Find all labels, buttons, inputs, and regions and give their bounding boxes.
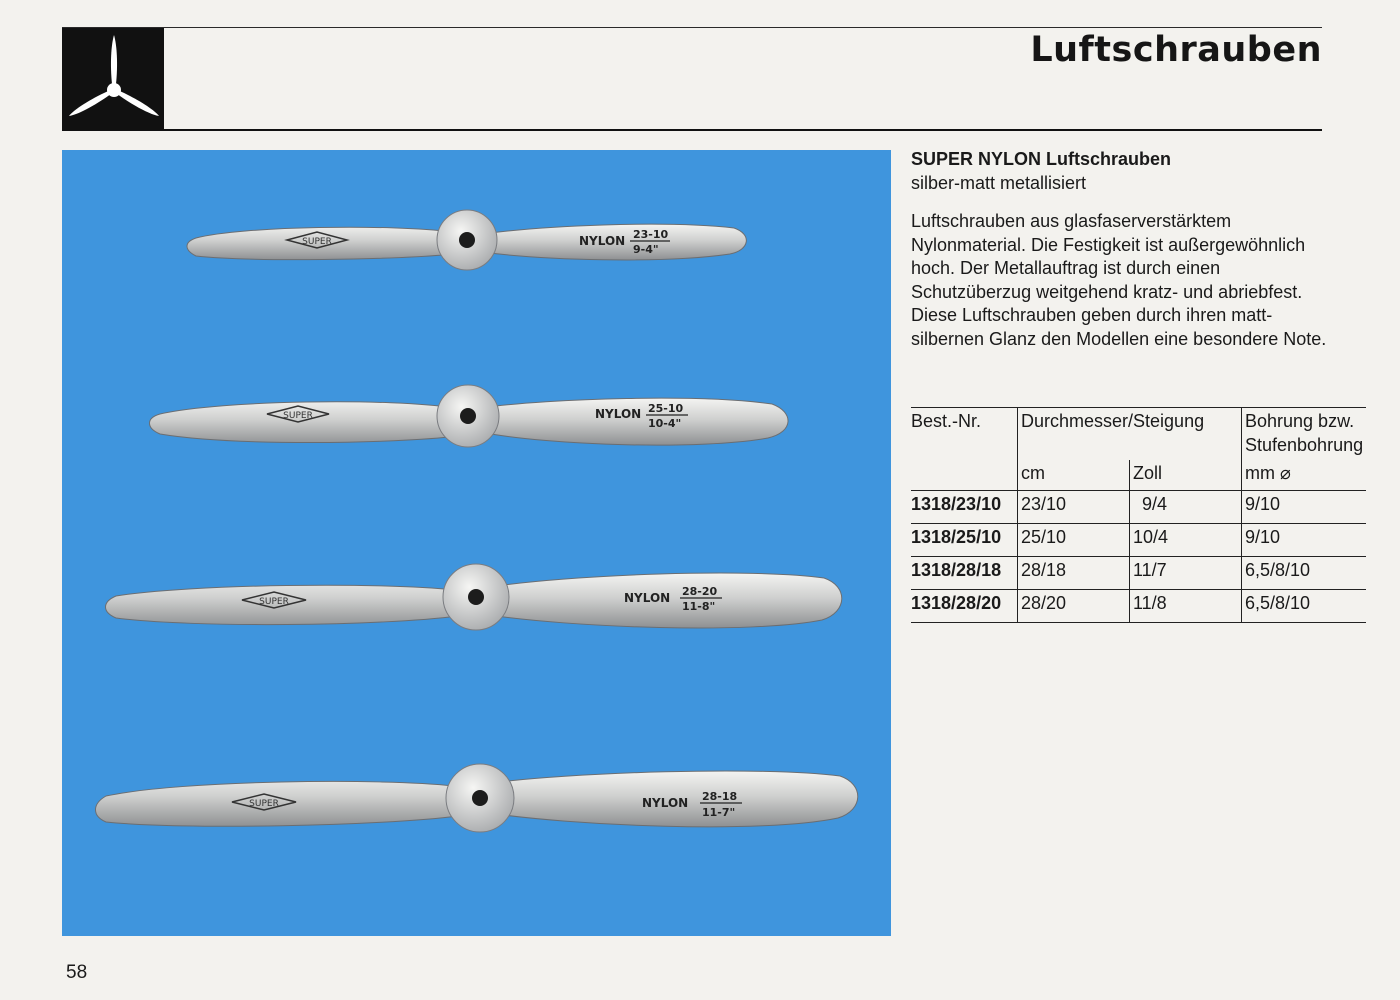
header-bore: Bohrung bzw. Stufenbohrung (1242, 408, 1367, 461)
product-description (911, 147, 1331, 351)
unit-cm: cm (1018, 460, 1130, 490)
brand-stamp: SUPER (249, 799, 279, 809)
table-row (911, 556, 1366, 589)
header-top-rule (62, 27, 1322, 28)
brand-stamp: SUPER (283, 411, 313, 421)
product-subtitle: silber-matt metallisiert (911, 173, 1087, 193)
unit-bore: mm ⌀ (1242, 460, 1367, 490)
inch-size: 11-7" (702, 806, 736, 819)
metric-size: 28-20 (682, 585, 718, 598)
brand-stamp: SUPER (259, 597, 289, 607)
propeller-28-18 (96, 764, 858, 832)
order-number: 1318/28/18 (911, 556, 1018, 589)
inch-size: 10-4" (648, 417, 682, 430)
size-cm: 28/20 (1018, 589, 1130, 622)
table-row (911, 523, 1366, 556)
order-number: 1318/28/20 (911, 589, 1018, 622)
product-title: SUPER NYLON Luftschrauben (911, 149, 1172, 169)
size-cm: 28/18 (1018, 556, 1130, 589)
header-bottom-rule (62, 129, 1322, 131)
size-inch: 11/8 (1130, 589, 1242, 622)
model-stamp: NYLON (595, 407, 642, 421)
header-divider (162, 28, 164, 130)
header-diameter-pitch: Durchmesser/Steigung (1018, 408, 1242, 461)
brand-stamp: SUPER (302, 237, 332, 247)
page-title: Luftschrauben (1030, 30, 1322, 70)
header-order-no: Best.-Nr. (911, 408, 1018, 461)
description-paragraph: Luftschrauben aus glasfaserverstärktem Nylonmaterial. Die Festigkeit ist außergewöhnlich hoch. Der Metallauftrag ist durch einen Schutzüberzug weitgehend kratz- und abriebfest. (911, 211, 1306, 302)
inch-size: 9-4" (633, 243, 659, 256)
propeller-25-10 (150, 385, 789, 447)
model-stamp: NYLON (579, 234, 626, 248)
spec-table (911, 407, 1366, 623)
bore-size: 9/10 (1242, 523, 1367, 556)
inch-size: 11-8" (682, 600, 716, 613)
order-number: 1318/23/10 (911, 490, 1018, 523)
size-cm: 23/10 (1018, 490, 1130, 523)
order-number: 1318/25/10 (911, 523, 1018, 556)
propeller-28-20 (106, 564, 842, 630)
unit-inch: Zoll (1130, 460, 1242, 490)
page-number: 58 (66, 962, 88, 983)
propeller-icon (62, 28, 162, 130)
size-cm: 25/10 (1018, 523, 1130, 556)
table-row (911, 490, 1366, 523)
propeller-23-10 (187, 210, 746, 270)
model-stamp: NYLON (642, 796, 689, 810)
size-inch: 10/4 (1130, 523, 1242, 556)
model-stamp: NYLON (624, 591, 671, 605)
bore-size: 6,5/8/10 (1242, 556, 1367, 589)
metric-size: 28-18 (702, 790, 738, 803)
table-row (911, 589, 1366, 622)
description-paragraph: Diese Luftschrauben geben durch ihren matt-silbernen Glanz den Modellen eine besondere Note. (911, 305, 1327, 349)
size-inch: 9/4 (1130, 490, 1242, 523)
product-photo (62, 150, 891, 936)
bore-size: 6,5/8/10 (1242, 589, 1367, 622)
size-inch: 11/7 (1130, 556, 1242, 589)
bore-size: 9/10 (1242, 490, 1367, 523)
metric-size: 23-10 (633, 228, 669, 241)
metric-size: 25-10 (648, 402, 684, 415)
